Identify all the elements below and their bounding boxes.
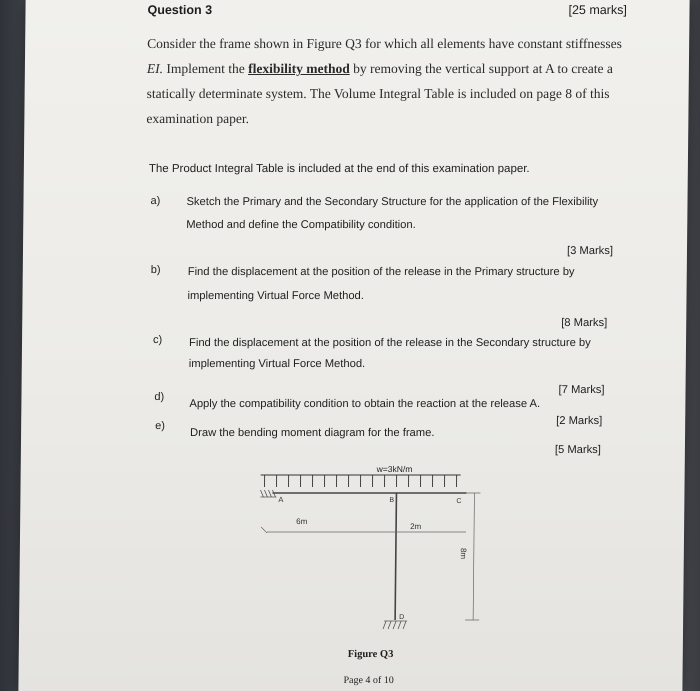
part-e-label: e) [155,420,166,432]
node-c-label: C [456,498,462,505]
part-a-line-2: Method and define the Compatibility condition. [186,219,416,231]
load-label: w=3kN/m [376,464,413,474]
dim-line-vertical [473,493,474,620]
node-d-label: D [399,614,405,621]
page-number: Page 4 of 10 [343,675,394,686]
dim-bd-label: 8m [458,548,468,560]
intro-flexibility-method: flexibility method [248,61,350,76]
intro-line-3: statically determinate system. The Volume Integral Table is included on page 8 of this [146,86,610,101]
intro-implement-text: Implement the [162,61,249,76]
intro-line-1: Consider the frame shown in Figure Q3 for which all elements have constant stiffnesses [147,36,623,51]
node-b-label: B [389,497,395,504]
exam-paper [18,0,689,691]
dimension-lines [260,493,480,620]
frame-figure [18,0,689,691]
dim-ab-label: 6m [296,517,308,526]
part-a-label: a) [150,195,161,207]
support-d-icon [383,621,407,629]
part-d-label: d) [154,391,165,403]
udl-load [261,475,461,487]
question-total-marks: [25 marks] [568,3,627,17]
part-d-marks: [2 Marks] [556,415,603,427]
dim-bc-label: 2m [410,522,422,531]
intro-ei: EI. [146,61,164,76]
dim-tick-a [261,527,267,533]
part-b-marks: [8 Marks] [561,317,608,329]
part-d-line-1: Apply the compatibility condition to obtain the reaction at the release A. [189,398,541,410]
product-integral-note: The Product Integral Table is included at the end of this examination paper. [148,163,530,175]
part-c-line-2: implementing Virtual Force Method. [188,358,366,370]
column-bd [395,493,396,620]
part-e-marks: [5 Marks] [554,444,601,456]
part-b-label: b) [150,264,161,276]
intro-line-4: examination paper. [146,111,250,126]
intro-removing-text: by removing the vertical support at A to create a [349,61,614,76]
part-b-line-2: implementing Virtual Force Method. [187,290,364,302]
part-a-marks: [3 Marks] [566,245,614,257]
udl-arrows [265,475,457,487]
node-a-label: A [278,495,284,504]
part-c-label: c) [152,334,163,346]
figure-caption: Figure Q3 [347,649,394,660]
question-title: Question 3 [147,3,213,17]
part-c-line-1: Find the displacement at the position of the release in the Secondary structure by [188,337,591,349]
part-e-line-1: Draw the bending moment diagram for the frame. [190,427,435,439]
part-b-line-1: Find the displacement at the position of the release in the Primary structure by [187,266,575,278]
part-a-line-1: Sketch the Primary and the Secondary Structure for the application of the Flexibility [186,196,599,208]
part-c-marks: [7 Marks] [558,384,605,396]
support-a-icon [260,490,276,497]
